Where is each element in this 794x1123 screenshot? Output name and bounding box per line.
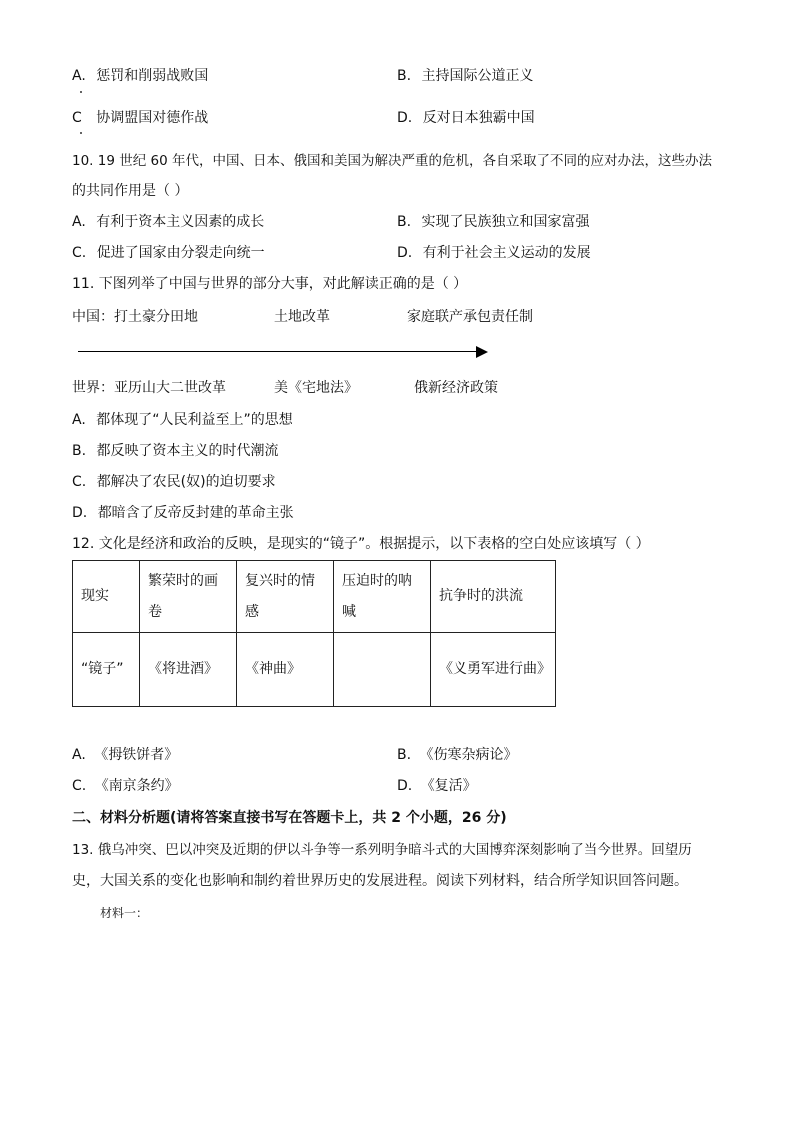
table-row (73, 561, 556, 633)
option-text: 实现了民族独立和国家富强 (421, 214, 590, 230)
timeline-arrow-line (78, 351, 478, 352)
dot-mark (80, 91, 82, 93)
q12-stem: 12. 文化是经济和政治的反映，是现实的“镜子”。根据提示，以下表格的空白处应该填写（ ） (72, 536, 650, 552)
q10-option-d (397, 243, 591, 263)
option-letter: B. (397, 747, 412, 763)
option-text: 《南京条约》 (94, 778, 179, 794)
option-letter: D. (397, 245, 413, 261)
q9-option-b (397, 66, 534, 86)
option-letter: C. (72, 778, 87, 794)
q9-option-d (397, 108, 535, 128)
option-letter: C (72, 110, 82, 126)
q12-option-c (72, 776, 179, 796)
option-letter: A. (72, 214, 86, 230)
option-letter: D. (397, 778, 413, 794)
option-text: 都体现了“人民利益至上”的思想 (96, 412, 293, 428)
q10-option-b (397, 212, 590, 232)
table-cell: “镜子” (73, 633, 140, 707)
q12-option-b (397, 745, 518, 765)
option-letter: D. (397, 110, 413, 126)
q12-table (72, 560, 556, 707)
q12-option-a (72, 745, 178, 765)
q11-option-c (72, 472, 276, 492)
option-letter: D. (72, 505, 88, 521)
option-text: 惩罚和削弱战败国 (96, 68, 209, 84)
option-letter: A. (72, 747, 86, 763)
table-cell: 《义勇军进行曲》 (431, 633, 556, 707)
option-text: 有利于社会主义运动的发展 (422, 245, 591, 261)
option-text: 协调盟国对德作战 (96, 110, 209, 126)
material-label: 材料一： (100, 906, 149, 920)
q10-option-c (72, 243, 265, 263)
option-text: 促进了国家由分裂走向统一 (96, 245, 265, 261)
option-letter: A. (72, 68, 86, 84)
dot-mark (80, 132, 82, 134)
option-letter: C. (72, 245, 87, 261)
q10-stem-line2: 的共同作用是（ ） (72, 183, 189, 199)
table-cell: 繁荣时的画卷 (140, 561, 237, 633)
q11-option-d (72, 503, 294, 523)
table-row (73, 633, 556, 707)
timeline-china-event-2: 土地改革 (274, 309, 330, 325)
table-cell: 现实 (73, 561, 140, 633)
option-text: 都解决了农民(奴)的迫切要求 (96, 474, 276, 490)
option-letter: C. (72, 474, 87, 490)
table-cell: 《将进酒》 (140, 633, 237, 707)
q11-stem: 11. 下图列举了中国与世界的部分大事，对此解读正确的是（ ） (72, 276, 468, 292)
option-text: 都暗含了反帝反封建的革命主张 (97, 505, 294, 521)
timeline-china-event-3: 家庭联产承包责任制 (407, 309, 533, 325)
timeline-china-label: 中国：打土豪分田地 (72, 309, 198, 325)
table-cell: 压迫时的呐喊 (334, 561, 431, 633)
q13-stem-line2: 史，大国关系的变化也影响和制约着世界历史的发展进程。阅读下列材料，结合所学知识回答问题。 (72, 873, 688, 889)
option-letter: A. (72, 412, 86, 428)
q10-option-a (72, 212, 264, 232)
timeline-arrow-head (476, 346, 488, 358)
option-letter: B. (397, 214, 412, 230)
option-letter: B. (397, 68, 412, 84)
q9-option-c (72, 108, 208, 128)
timeline-world-event-2: 美《宅地法》 (274, 380, 358, 396)
option-text: 反对日本独霸中国 (422, 110, 535, 126)
q11-option-a (72, 410, 293, 430)
table-cell-blank (334, 633, 431, 707)
table-cell: 抗争时的洪流 (431, 561, 556, 633)
option-text: 《拇铁饼者》 (94, 747, 179, 763)
timeline-world-label: 世界：亚历山大二世改革 (72, 380, 226, 396)
section-title: 二、材料分析题(请将答案直接书写在答题卡上，共 2 个小题，26 分) (72, 810, 507, 826)
timeline-world-event-3: 俄新经济政策 (414, 380, 498, 396)
option-letter: B. (72, 443, 87, 459)
q9-option-a (72, 66, 208, 86)
option-text: 《复活》 (420, 778, 477, 794)
table-cell: 《神曲》 (237, 633, 334, 707)
q10-stem-line1: 10. 19 世纪 60 年代，中国、日本、俄国和美国为解决严重的危机，各自采取了不同的应对办法，这些办法 (72, 153, 712, 169)
option-text: 主持国际公道正义 (421, 68, 534, 84)
option-text: 《伤寒杂病论》 (419, 747, 518, 763)
option-text: 有利于资本主义因素的成长 (96, 214, 265, 230)
q12-option-d (397, 776, 477, 796)
option-text: 都反映了资本主义的时代潮流 (96, 443, 279, 459)
q11-option-b (72, 441, 279, 461)
table-cell: 复兴时的情感 (237, 561, 334, 633)
q13-stem-line1: 13. 俄乌冲突、巴以冲突及近期的伊以斗争等一系列明争暗斗式的大国博弈深刻影响了当今世界。回望历 (72, 842, 692, 858)
